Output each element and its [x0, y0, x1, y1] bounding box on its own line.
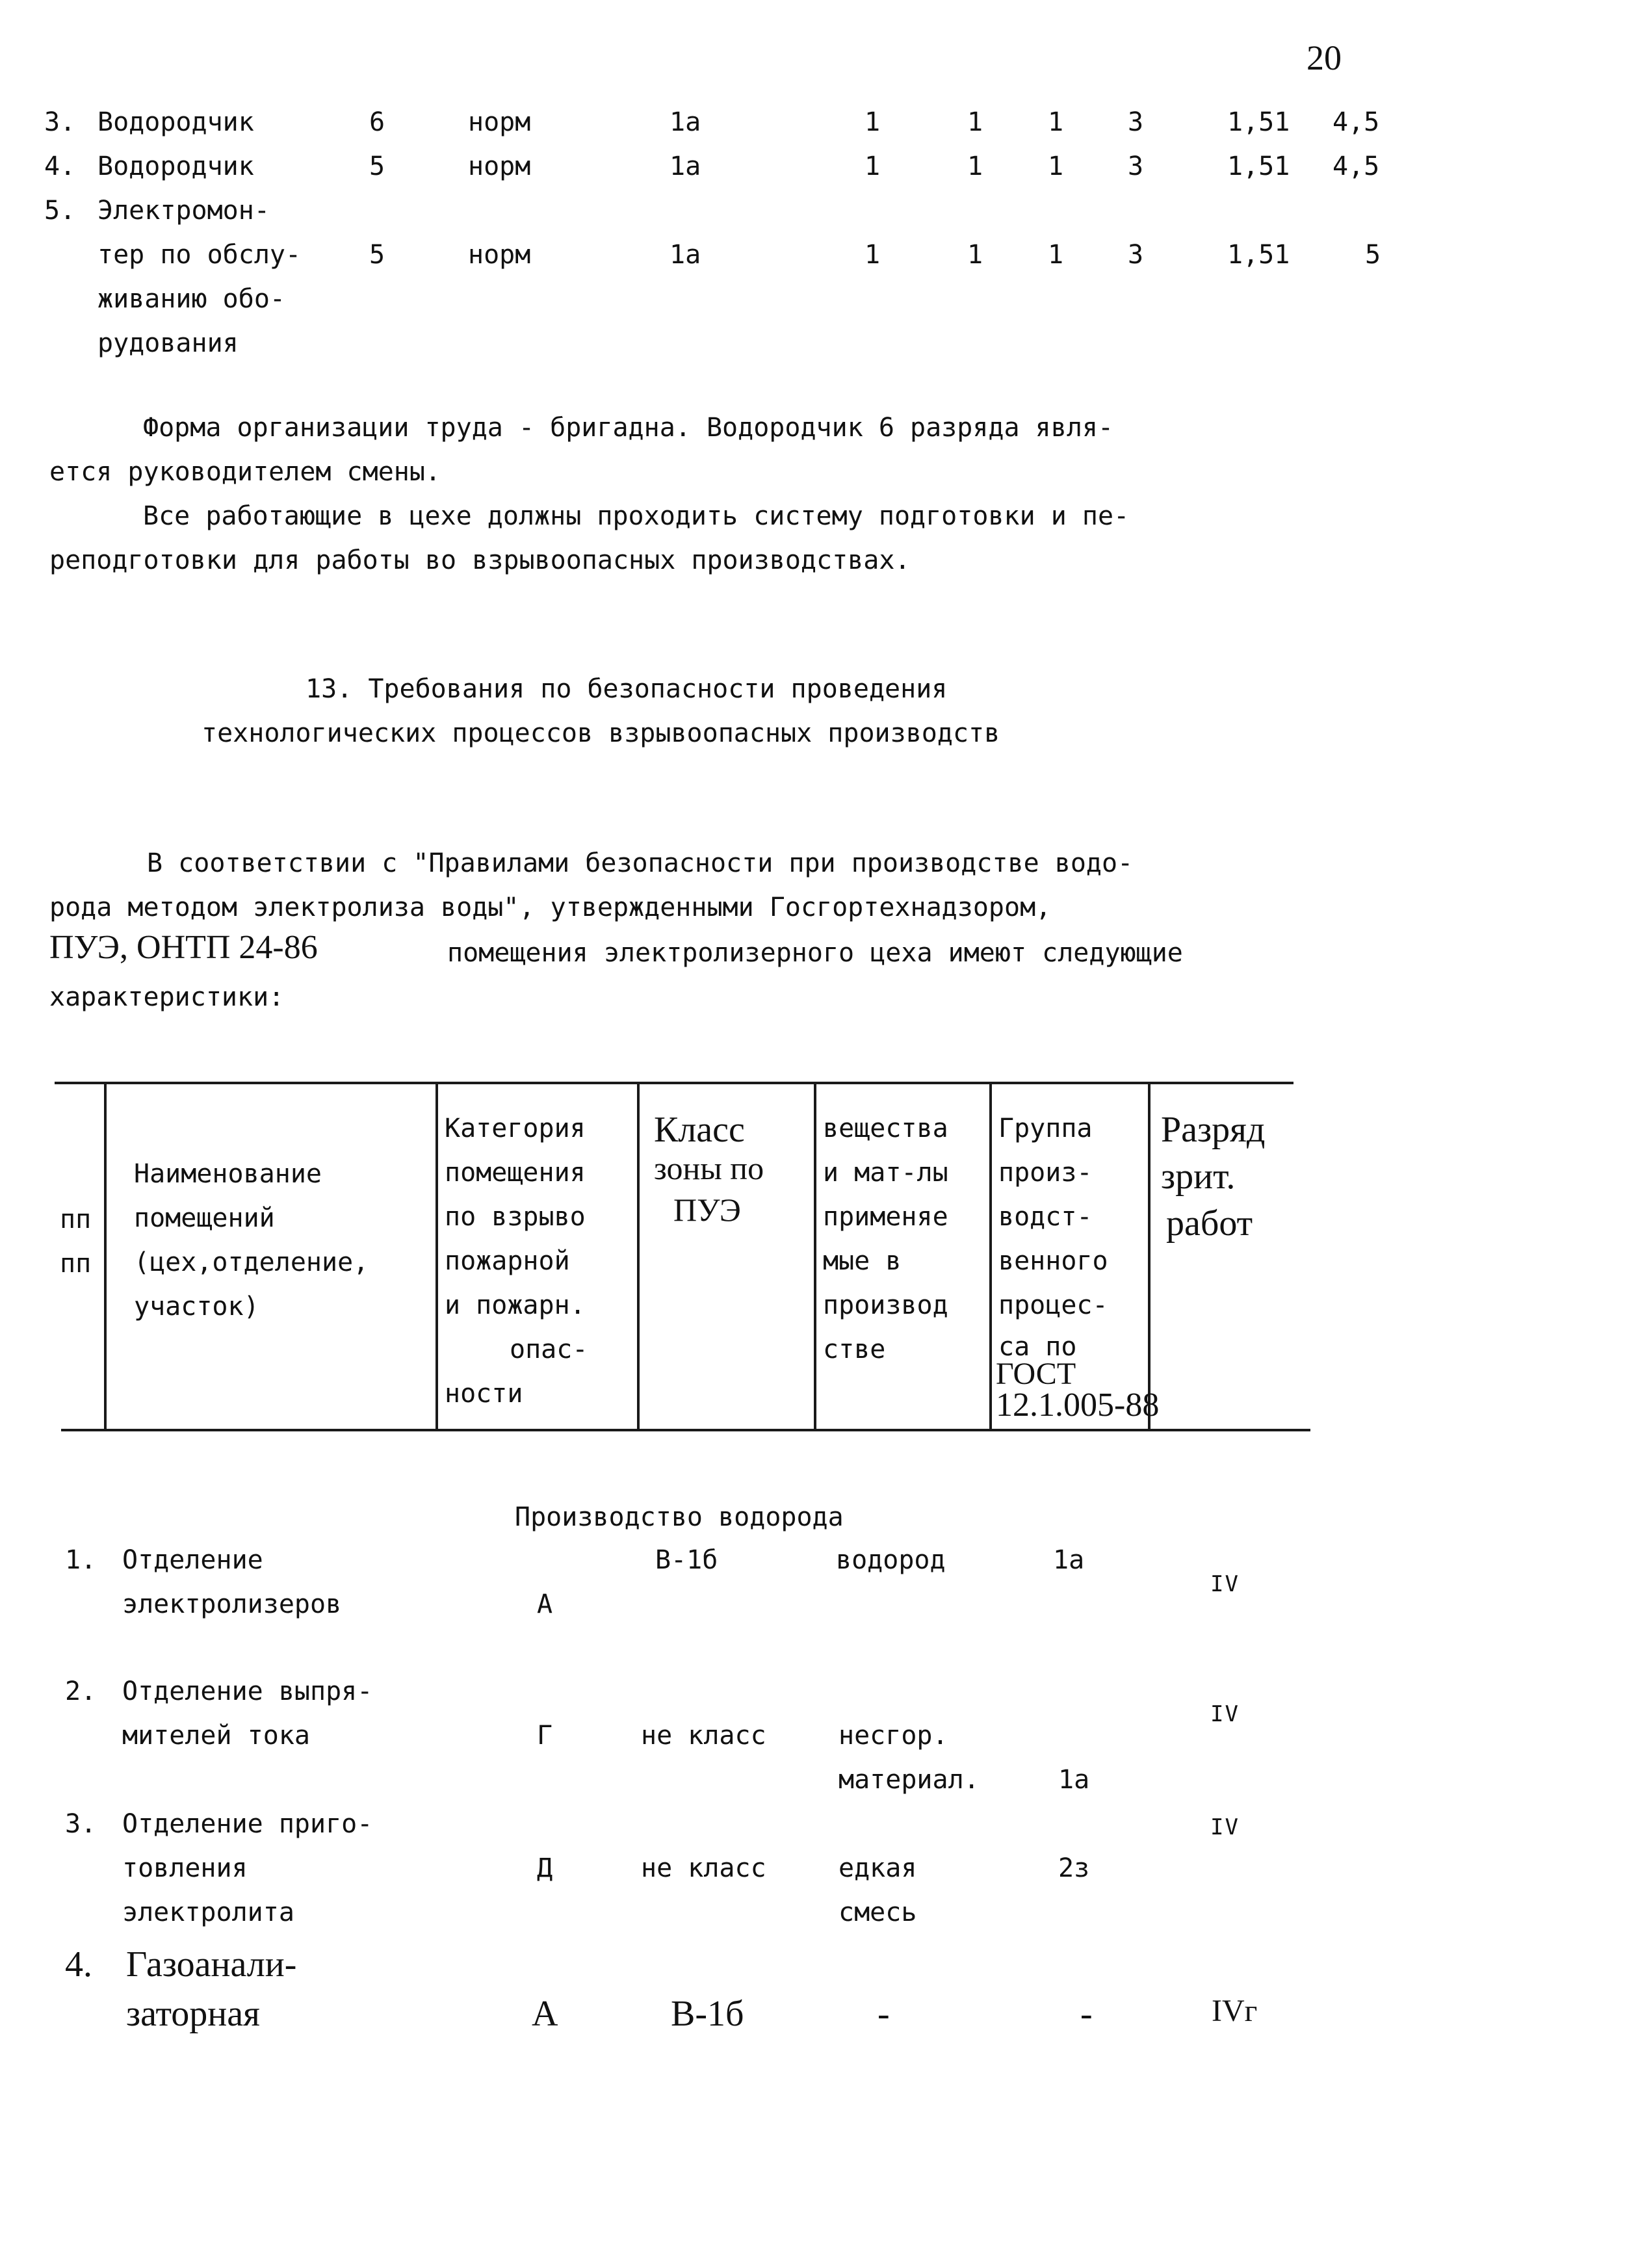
staff-row-c2: 1: [967, 240, 983, 270]
intro-line: характеристики:: [49, 982, 285, 1012]
table-divider: [989, 1084, 992, 1429]
header-substances: производ: [823, 1290, 948, 1320]
room-zone: не класс: [641, 1853, 766, 1883]
table-divider: [1148, 1084, 1150, 1429]
room-category: Г: [537, 1721, 553, 1751]
room-rank: IVг: [1212, 1994, 1258, 2028]
staff-row-name: рудования: [98, 328, 239, 358]
staff-row-c1: 1: [864, 107, 881, 137]
room-name: Отделение выпря-: [122, 1676, 373, 1706]
staff-row-c3: 1: [1048, 240, 1064, 270]
header-zone-class: зоны по: [654, 1150, 764, 1186]
intro-regulation-ref: ПУЭ, ОНТП 24-86: [49, 929, 318, 966]
room-rank: IV: [1210, 1814, 1240, 1840]
room-rank: IV: [1210, 1701, 1240, 1727]
header-visual-work-rank: зрит.: [1161, 1156, 1236, 1197]
staff-row-c4: 3: [1128, 151, 1144, 181]
staff-row-name: Водородчик: [98, 107, 254, 137]
room-name: Отделение приго-: [122, 1809, 373, 1839]
staff-row-name: Водородчик: [98, 151, 254, 181]
section-title: технологических процессов взрывоопасных производств: [202, 718, 1000, 748]
header-substances: применяе: [823, 1202, 948, 1232]
intro-line: помещения электролизерного цеха имеют следующие: [447, 938, 1183, 968]
room-zone: не класс: [641, 1721, 766, 1751]
room-category: А: [532, 1994, 558, 2034]
room-name: заторная: [126, 1994, 260, 2034]
table-divider: [637, 1084, 640, 1429]
room-name: товления: [122, 1853, 248, 1883]
header-category: ности: [445, 1379, 523, 1409]
header-room-name: участок): [134, 1292, 259, 1322]
room-substance: смесь: [838, 1897, 917, 1927]
room-category: А: [537, 1589, 553, 1619]
staff-row-no: 5.: [44, 196, 76, 226]
header-process-group: са по: [998, 1332, 1077, 1362]
room-name: электролизеров: [122, 1589, 342, 1619]
staff-row-no: 3.: [44, 107, 76, 137]
room-zone: В-1б: [671, 1994, 744, 2034]
header-room-name: помещений: [134, 1203, 275, 1233]
room-number: 2.: [65, 1676, 97, 1706]
staff-row-group: 1а: [670, 240, 701, 270]
room-name: мителей тока: [122, 1721, 310, 1751]
header-room-name: (цех,отделение,: [134, 1247, 369, 1277]
staff-row-c3: 1: [1048, 107, 1064, 137]
staff-row-condition: норм: [468, 240, 531, 270]
room-substance: -: [878, 1994, 890, 2034]
paragraph-line: ется руководителем смены.: [49, 457, 441, 487]
header-category: пожарной: [445, 1246, 570, 1276]
header-visual-work-rank: работ: [1166, 1203, 1253, 1244]
room-number: 4.: [65, 1944, 92, 1985]
staff-row-c3: 1: [1048, 151, 1064, 181]
staff-row-c2: 1: [967, 151, 983, 181]
room-group: 1а: [1053, 1545, 1085, 1575]
room-group: 1а: [1058, 1765, 1090, 1795]
staff-row-coef: 1,51: [1227, 107, 1290, 137]
paragraph-line: Все работающие в цехе должны проходить систему подготовки и пе-: [143, 501, 1130, 531]
header-process-group: произ-: [998, 1158, 1093, 1188]
staff-row-grade: 6: [369, 107, 385, 137]
header-process-group: Группа: [998, 1114, 1093, 1143]
section-title: 13. Требования по безопасности проведения: [306, 674, 948, 704]
staff-row-coef: 1,51: [1227, 240, 1290, 270]
room-name: Газоанали-: [126, 1944, 297, 1985]
header-substances: мые в: [823, 1246, 902, 1276]
intro-line: В соответствии с "Правилами безопасности при производстве водо-: [147, 848, 1134, 878]
header-number: пп: [60, 1205, 92, 1234]
table-top-rule: [55, 1082, 1294, 1084]
room-name: электролита: [122, 1897, 294, 1927]
staff-row-last: 4,5: [1332, 107, 1380, 137]
paragraph-line: Форма организации труда - бригадна. Водородчик 6 разряда явля-: [143, 413, 1114, 443]
table-divider: [104, 1084, 107, 1429]
staff-row-condition: норм: [468, 151, 531, 181]
table-divider: [436, 1084, 438, 1429]
room-name: Отделение: [122, 1545, 263, 1575]
staff-row-name: Электромон-: [98, 196, 270, 226]
staff-row-grade: 5: [369, 151, 385, 181]
intro-line: рода методом электролиза воды", утвержденными Госгортехнадзором,: [49, 893, 1052, 922]
header-category: Категория: [445, 1114, 586, 1143]
staff-row-group: 1а: [670, 151, 701, 181]
header-process-group: водст-: [998, 1202, 1093, 1232]
staff-row-condition: норм: [468, 107, 531, 137]
room-category: Д: [537, 1853, 553, 1883]
table-divider: [814, 1084, 816, 1429]
header-number: пп: [60, 1249, 92, 1279]
header-zone-class: Класс: [654, 1110, 745, 1150]
room-substance: несгор.: [838, 1721, 948, 1751]
header-process-group: ГОСТ: [996, 1357, 1076, 1391]
page-number: 20: [1306, 38, 1342, 77]
production-title: Производство водорода: [515, 1502, 844, 1532]
staff-row-c1: 1: [864, 151, 881, 181]
header-room-name: Наименование: [134, 1159, 322, 1189]
staff-row-no: 4.: [44, 151, 76, 181]
header-category: по взрыво: [445, 1202, 586, 1232]
header-visual-work-rank: Разряд: [1161, 1110, 1266, 1150]
room-substance: водород: [836, 1545, 946, 1575]
header-process-group: венного: [998, 1246, 1108, 1276]
room-substance: материал.: [838, 1765, 980, 1795]
header-process-group: процес-: [998, 1290, 1108, 1320]
room-group: 2з: [1058, 1853, 1090, 1883]
header-substances: стве: [823, 1335, 886, 1364]
staff-row-c4: 3: [1128, 107, 1144, 137]
staff-row-c2: 1: [967, 107, 983, 137]
room-number: 3.: [65, 1809, 97, 1839]
staff-row-last: 4,5: [1332, 151, 1380, 181]
staff-row-group: 1а: [670, 107, 701, 137]
header-category: опас-: [510, 1335, 588, 1364]
room-zone: В-1б: [655, 1545, 718, 1575]
room-group: -: [1080, 1994, 1093, 2034]
staff-row-c4: 3: [1128, 240, 1144, 270]
staff-row-grade: 5: [369, 240, 385, 270]
header-category: помещения: [445, 1158, 586, 1188]
header-substances: вещества: [823, 1114, 948, 1143]
header-process-group: 12.1.005-88: [996, 1387, 1160, 1424]
table-bottom-rule: [61, 1429, 1310, 1431]
room-substance: едкая: [838, 1853, 917, 1883]
staff-row-coef: 1,51: [1227, 151, 1290, 181]
staff-row-last: 5: [1365, 240, 1381, 270]
header-zone-class: ПУЭ: [673, 1192, 741, 1228]
staff-row-c1: 1: [864, 240, 881, 270]
paragraph-line: реподготовки для работы во взрывоопасных производствах.: [49, 545, 911, 575]
room-rank: IV: [1210, 1571, 1240, 1597]
staff-row-name: тер по обслу-: [98, 240, 302, 270]
staff-row-name: живанию обо-: [98, 284, 285, 314]
header-substances: и мат-лы: [823, 1158, 948, 1188]
room-number: 1.: [65, 1545, 97, 1575]
header-category: и пожарн.: [445, 1290, 586, 1320]
